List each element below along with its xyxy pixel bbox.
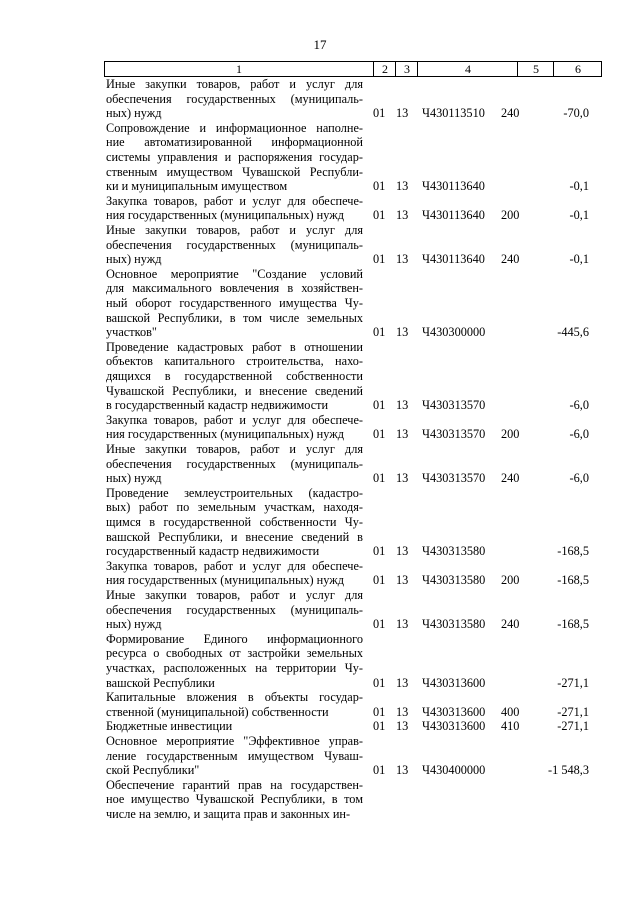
expense-type-code: 200	[501, 427, 520, 442]
description-line: Закупка товаров, работ и услуг для обеспече-	[106, 412, 363, 427]
table-row	[0, 77, 640, 121]
subsection-code: 13	[396, 617, 409, 632]
section-code: 01	[373, 544, 386, 559]
description-line: обеспечения государственных (муниципаль-	[106, 91, 363, 106]
amount: -271,1	[557, 704, 589, 719]
row-description	[106, 223, 363, 267]
header-col-3: 3	[395, 62, 418, 76]
amount: -168,5	[557, 544, 589, 559]
description-line: числе на землю, и защита прав и законных ин-	[106, 806, 351, 821]
target-article-code: Ч430313570	[422, 427, 486, 442]
description-line: ния государственных (муниципальных) нужд	[106, 427, 345, 442]
subsection-code: 13	[396, 675, 409, 690]
section-code: 01	[373, 398, 386, 413]
amount: -445,6	[557, 325, 589, 340]
expense-type-code: 410	[501, 719, 520, 734]
expense-type-code: 400	[501, 704, 520, 719]
expense-type-code: 240	[501, 252, 520, 267]
description-line: Бюджетные инвестиции	[106, 719, 233, 734]
header-col-5: 5	[517, 62, 554, 76]
expense-type-code: 240	[501, 471, 520, 486]
description-line: ное имущество Чувашской Республики, в том	[106, 792, 363, 807]
subsection-code: 13	[396, 573, 409, 588]
subsection-code: 13	[396, 252, 409, 267]
description-line: Иные закупки товаров, работ и услуг для	[106, 441, 363, 456]
description-line: обеспечения государственных (муниципаль-	[106, 237, 363, 252]
description-line: Закупка товаров, работ и услуг для обеспече-	[106, 193, 363, 208]
description-line: ных) нужд	[106, 617, 162, 632]
expense-type-code: 200	[501, 208, 520, 223]
description-line: ния государственных (муниципальных) нужд	[106, 573, 345, 588]
section-code: 01	[373, 704, 386, 719]
subsection-code: 13	[396, 719, 409, 734]
description-line: вых) работ по земельным участкам, находя-	[106, 500, 363, 515]
subsection-code: 13	[396, 763, 409, 778]
description-line: в государственный кадастр недвижимости	[106, 398, 329, 413]
section-code: 01	[373, 179, 386, 194]
section-code: 01	[373, 763, 386, 778]
subsection-code: 13	[396, 179, 409, 194]
target-article-code: Ч430113510	[422, 106, 485, 121]
amount: -0,1	[569, 179, 589, 194]
subsection-code: 13	[396, 471, 409, 486]
description-line: вашской Республики	[106, 675, 215, 690]
description-line: ственным имуществом Чувашской Республи-	[106, 164, 363, 179]
row-description	[106, 121, 363, 194]
row-description	[106, 734, 363, 778]
header-col-4: 4	[417, 62, 518, 76]
table-row	[0, 194, 640, 223]
description-line: ния государственных (муниципальных) нужд	[106, 208, 345, 223]
description-line: Обеспечение гарантий прав на государствен-	[106, 777, 363, 792]
expense-type-code: 240	[501, 106, 520, 121]
subsection-code: 13	[396, 208, 409, 223]
table-header	[104, 61, 602, 77]
target-article-code: Ч430113640	[422, 252, 485, 267]
description-line: Капитальные вложения в объекты государ-	[106, 690, 363, 705]
target-article-code: Ч430113640	[422, 179, 485, 194]
amount: -70,0	[563, 106, 589, 121]
description-line: ных) нужд	[106, 252, 162, 267]
description-line: участках, расположенных на территории Чу-	[106, 660, 363, 675]
section-code: 01	[373, 719, 386, 734]
table-row	[0, 223, 640, 267]
description-line: щимся в государственной собственности Чу-	[106, 514, 363, 529]
table-row	[0, 442, 640, 486]
table-row	[0, 340, 640, 413]
section-code: 01	[373, 208, 386, 223]
section-code: 01	[373, 427, 386, 442]
section-code: 01	[373, 471, 386, 486]
table-row	[0, 632, 640, 690]
section-code: 01	[373, 252, 386, 267]
page-number: 17	[313, 37, 327, 52]
description-line: обеспечения государственных (муниципаль-	[106, 456, 363, 471]
description-line: Основное мероприятие "Создание условий	[106, 266, 363, 281]
description-line: для максимального вовлечения в хозяйствен-	[106, 281, 363, 296]
description-line: ных) нужд	[106, 106, 162, 121]
subsection-code: 13	[396, 544, 409, 559]
amount: -0,1	[569, 252, 589, 267]
description-line: дящихся в государственной собственности	[106, 368, 363, 383]
subsection-code: 13	[396, 325, 409, 340]
amount: -0,1	[569, 208, 589, 223]
target-article-code: Ч430313580	[422, 573, 486, 588]
table-row	[0, 734, 640, 778]
amount: -168,5	[557, 573, 589, 588]
section-code: 01	[373, 675, 386, 690]
target-article-code: Ч430300000	[422, 325, 486, 340]
target-article-code: Ч430313580	[422, 544, 486, 559]
row-description	[106, 340, 363, 413]
table-row	[0, 588, 640, 632]
table-body	[0, 77, 640, 822]
description-line: участков"	[106, 325, 157, 340]
amount: -6,0	[569, 471, 589, 486]
row-description	[106, 719, 363, 734]
description-line: ние автоматизированной информационной	[106, 135, 363, 150]
row-description	[106, 194, 363, 223]
amount: -271,1	[557, 675, 589, 690]
description-line: Сопровождение и информационное наполне-	[106, 120, 363, 135]
row-description	[106, 267, 363, 340]
description-line: Закупка товаров, работ и услуг для обеспече-	[106, 558, 363, 573]
target-article-code: Ч430313580	[422, 617, 486, 632]
table-row	[0, 690, 640, 719]
section-code: 01	[373, 617, 386, 632]
description-line: ный оборот государственного имущества Чу-	[106, 295, 363, 310]
section-code: 01	[373, 325, 386, 340]
description-line: Проведение кадастровых работ в отношении	[106, 339, 363, 354]
row-description	[106, 442, 363, 486]
section-code: 01	[373, 106, 386, 121]
description-line: государственный кадастр недвижимости	[106, 544, 320, 559]
description-line: Формирование Единого информационного	[106, 631, 363, 646]
row-description	[106, 559, 363, 588]
row-description	[106, 632, 363, 690]
subsection-code: 13	[396, 704, 409, 719]
table-row	[0, 413, 640, 442]
amount: -1 548,3	[548, 763, 589, 778]
target-article-code: Ч430313570	[422, 471, 486, 486]
description-line: Основное мероприятие "Эффективное управ-	[106, 733, 363, 748]
description-line: Чувашской Республики, и внесение сведений	[106, 383, 363, 398]
description-line: объектов капитального строительства, нахо-	[106, 354, 363, 369]
description-line: ки и муниципальным имуществом	[106, 179, 288, 194]
expense-type-code: 240	[501, 617, 520, 632]
row-description	[106, 77, 363, 121]
description-line: ственной (муниципальной) собственности	[106, 704, 329, 719]
description-line: вашской Республики, в том числе земельных	[106, 310, 363, 325]
header-col-6: 6	[553, 62, 602, 76]
table-row	[0, 267, 640, 340]
description-line: Иные закупки товаров, работ и услуг для	[106, 222, 363, 237]
description-line: Иные закупки товаров, работ и услуг для	[106, 77, 363, 91]
target-article-code: Ч430400000	[422, 763, 486, 778]
row-description	[106, 486, 363, 559]
description-line: ресурса о свободных от застройки земельных	[106, 646, 363, 661]
amount: -168,5	[557, 617, 589, 632]
header-col-1: 1	[236, 62, 242, 76]
row-description	[106, 588, 363, 632]
target-article-code: Ч430313600	[422, 675, 486, 690]
target-article-code: Ч430313600	[422, 719, 486, 734]
table-row	[0, 719, 640, 734]
description-line: вашской Республики, и внесение сведений в	[106, 529, 363, 544]
row-description	[106, 778, 363, 822]
description-line: обеспечения государственных (муниципаль-	[106, 602, 363, 617]
table-row	[0, 121, 640, 194]
header-col-2: 2	[373, 62, 396, 76]
section-code: 01	[373, 573, 386, 588]
description-line: ление государственным имуществом Чуваш-	[106, 748, 363, 763]
row-description	[106, 413, 363, 442]
subsection-code: 13	[396, 398, 409, 413]
row-description	[106, 690, 363, 719]
expense-type-code: 200	[501, 573, 520, 588]
target-article-code: Ч430313570	[422, 398, 486, 413]
description-line: ской Республики"	[106, 763, 200, 778]
subsection-code: 13	[396, 427, 409, 442]
description-line: системы управления и распоряжения государ-	[106, 149, 363, 164]
target-article-code: Ч430313600	[422, 704, 486, 719]
table-row	[0, 559, 640, 588]
amount: -6,0	[569, 398, 589, 413]
subsection-code: 13	[396, 106, 409, 121]
table-row	[0, 778, 640, 822]
table-row	[0, 486, 640, 559]
target-article-code: Ч430113640	[422, 208, 485, 223]
description-line: ных) нужд	[106, 471, 162, 486]
description-line: Проведение землеустроительных (кадастро-	[106, 485, 363, 500]
description-line: Иные закупки товаров, работ и услуг для	[106, 587, 363, 602]
amount: -6,0	[569, 427, 589, 442]
amount: -271,1	[557, 719, 589, 734]
